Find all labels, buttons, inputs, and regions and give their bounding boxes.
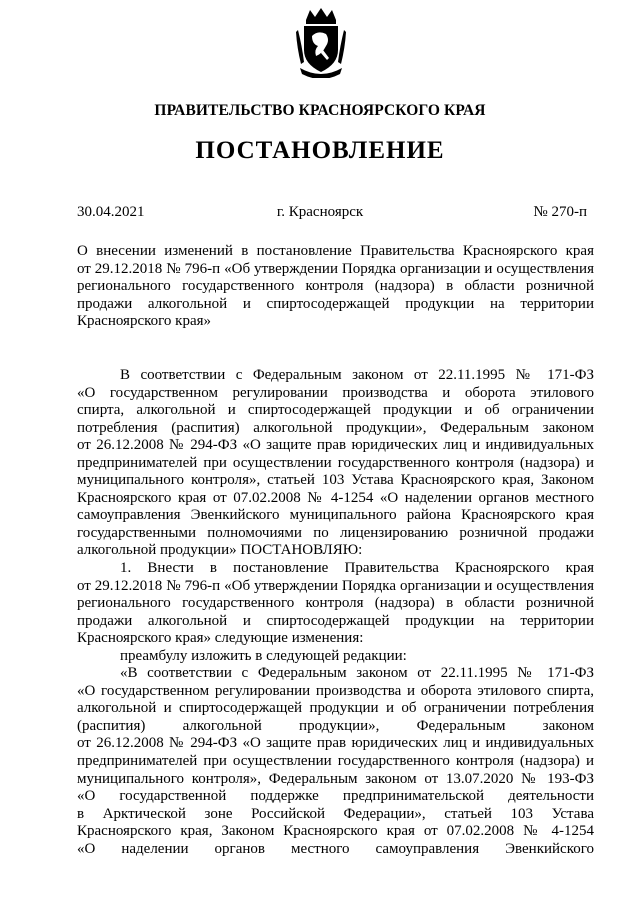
body-line: (распития) алкогольной продукции», Федеральным законом	[77, 717, 594, 734]
body-line: потребления (распития) алкогольной продукции», Федеральным законом	[77, 419, 594, 436]
body-line: муниципального контроля», Федеральным законом от 13.07.2020 № 193-ФЗ	[77, 770, 594, 787]
document-city: г. Красноярск	[276, 204, 364, 220]
body-line: преамбулу изложить в следующей редакции:	[120, 647, 407, 664]
body-line: алкогольной и спиртосодержащей продукции и об ограничении потребления	[77, 700, 594, 717]
body-line: муниципального контроля», статьей 103 Устава Красноярского края, Законом	[77, 472, 594, 489]
document-body	[77, 367, 594, 858]
body-line: от 29.12.2018 № 796-п «Об утверждении Порядка организации и осуществления	[77, 577, 594, 594]
body-line: «О государственном регулировании производства и оборота этилового спирта,	[77, 682, 594, 699]
document-date: 30.04.2021	[77, 204, 145, 220]
body-line: от 26.12.2008 № 294-ФЗ «О защите прав юридических лиц и индивидуальных	[77, 437, 594, 454]
body-line: спирта, алкогольной и спиртосодержащей продукции и об ограничении	[77, 402, 594, 419]
document-number: № 270-п	[533, 204, 587, 220]
body-line: 1. Внести в постановление Правительства Красноярского края	[120, 560, 594, 577]
body-line: «О государственной поддержке предпринимательской деятельности	[77, 788, 594, 805]
body-line: от 26.12.2008 № 294-ФЗ «О защите прав юридических лиц и индивидуальных	[77, 735, 594, 752]
body-line: алкогольной продукции» ПОСТАНОВЛЯЮ:	[77, 542, 363, 559]
body-line: регионального государственного контроля (надзора) в области розничной	[77, 595, 594, 612]
subject-line: Красноярского края»	[77, 313, 212, 330]
subject-line: продажи алкогольной и спиртосодержащей продукции на территории	[77, 295, 594, 312]
subject-line: регионального государственного контроля (надзора) в области розничной	[77, 278, 594, 295]
body-line: В соответствии с Федеральным законом от 22.11.1995 № 171-ФЗ	[120, 367, 594, 383]
body-line: предпринимателей при осуществлении государственного контроля (надзора) и	[77, 753, 594, 770]
document-type-title: ПОСТАНОВЛЕНИЕ	[195, 137, 445, 164]
body-line: Красноярского края от 07.02.2008 № 4-1254 «О наделении органов местного	[77, 489, 594, 506]
body-line: в Арктической зоне Российской Федерации», статьей 103 Устава	[77, 805, 594, 822]
body-line: самоуправления Эвенкийского муниципального района Красноярского края	[77, 507, 594, 524]
body-line: «О наделении органов местного самоуправления Эвенкийского	[77, 840, 594, 857]
krasnoyarsk-coat-of-arms-icon	[296, 6, 346, 78]
document-subject	[77, 243, 594, 331]
body-line: «О государственном регулировании производства и оборота этилового	[77, 384, 594, 401]
subject-line: О внесении изменений в постановление Правительства Красноярского края	[77, 243, 594, 259]
organization-name: ПРАВИТЕЛЬСТВО КРАСНОЯРСКОГО КРАЯ	[154, 102, 486, 119]
body-line: Красноярского края» следующие изменения:	[77, 630, 364, 647]
body-line: предпринимателей при осуществлении государственного контроля (надзора) и	[77, 454, 594, 471]
body-line: государственными полномочиями по лицензированию розничной продажи	[77, 524, 594, 541]
body-line: «В соответствии с Федеральным законом от 22.11.1995 № 171-ФЗ	[120, 665, 594, 682]
subject-line: от 29.12.2018 № 796-п «Об утверждении Порядка организации и осуществления	[77, 260, 594, 277]
body-line: Красноярского края, Законом Красноярского края от 07.02.2008 № 4-1254	[77, 823, 594, 840]
body-line: продажи алкогольной и спиртосодержащей продукции на территории	[77, 612, 594, 629]
